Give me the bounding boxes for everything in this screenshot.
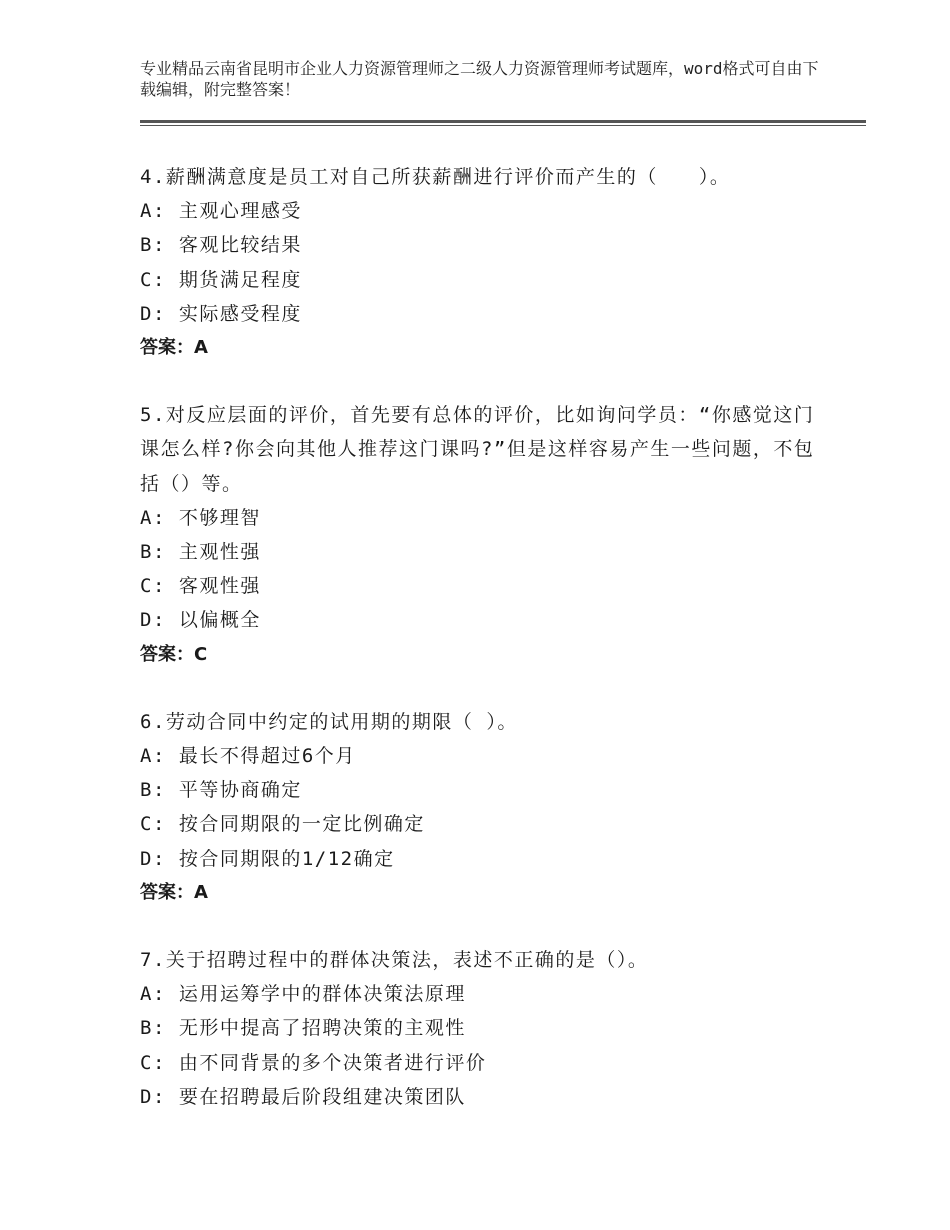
header-divider-thin bbox=[140, 125, 866, 126]
option-d: D: 以偏概全 bbox=[140, 609, 261, 632]
question-stem: 5.对反应层面的评价，首先要有总体的评价，比如询问学员：“你感觉这门课怎么样?你会向其他人推荐这门课吗?”但是这样容易产生一些问题，不包括（）等。 bbox=[140, 404, 815, 495]
option-a: A: 主观心理感受 bbox=[140, 200, 302, 223]
option-b: B: 客观比较结果 bbox=[140, 234, 302, 257]
option-b: B: 平等协商确定 bbox=[140, 779, 302, 802]
option-b: B: 无形中提高了招聘决策的主观性 bbox=[140, 1017, 466, 1040]
answer-label: 答案：A bbox=[140, 337, 208, 359]
answer-label: 答案：C bbox=[140, 643, 208, 665]
document-header: 专业精品云南省昆明市企业人力资源管理师之二级人力资源管理师考试题库，word格式可自由下载编辑，附完整答案！ bbox=[140, 59, 819, 99]
question-5 bbox=[140, 398, 820, 672]
question-stem: 7.关于招聘过程中的群体决策法，表述不正确的是（）。 bbox=[140, 949, 649, 972]
option-c: C: 期货满足程度 bbox=[140, 268, 302, 291]
option-a: A: 运用运筹学中的群体决策法原理 bbox=[140, 983, 466, 1006]
question-7 bbox=[140, 943, 820, 1114]
question-stem: 6.劳动合同中约定的试用期的期限（ ）。 bbox=[140, 710, 518, 733]
option-c: C: 客观性强 bbox=[140, 575, 261, 598]
option-d: D: 按合同期限的1/12确定 bbox=[140, 847, 395, 870]
option-d: D: 实际感受程度 bbox=[140, 302, 302, 325]
option-c: C: 按合同期限的一定比例确定 bbox=[140, 813, 425, 836]
question-4 bbox=[140, 160, 820, 365]
question-6 bbox=[140, 705, 820, 910]
option-a: A: 最长不得超过6个月 bbox=[140, 745, 356, 768]
question-stem: 4.薪酬满意度是员工对自己所获薪酬进行评价而产生的（ ）。 bbox=[140, 166, 731, 188]
option-c: C: 由不同背景的多个决策者进行评价 bbox=[140, 1051, 487, 1074]
option-d: D: 要在招聘最后阶段组建决策团队 bbox=[140, 1085, 466, 1108]
header-divider-thick bbox=[140, 120, 866, 123]
answer-label: 答案：A bbox=[140, 881, 208, 903]
question-list bbox=[140, 160, 820, 1147]
option-a: A: 不够理智 bbox=[140, 506, 261, 529]
option-b: B: 主观性强 bbox=[140, 541, 261, 564]
